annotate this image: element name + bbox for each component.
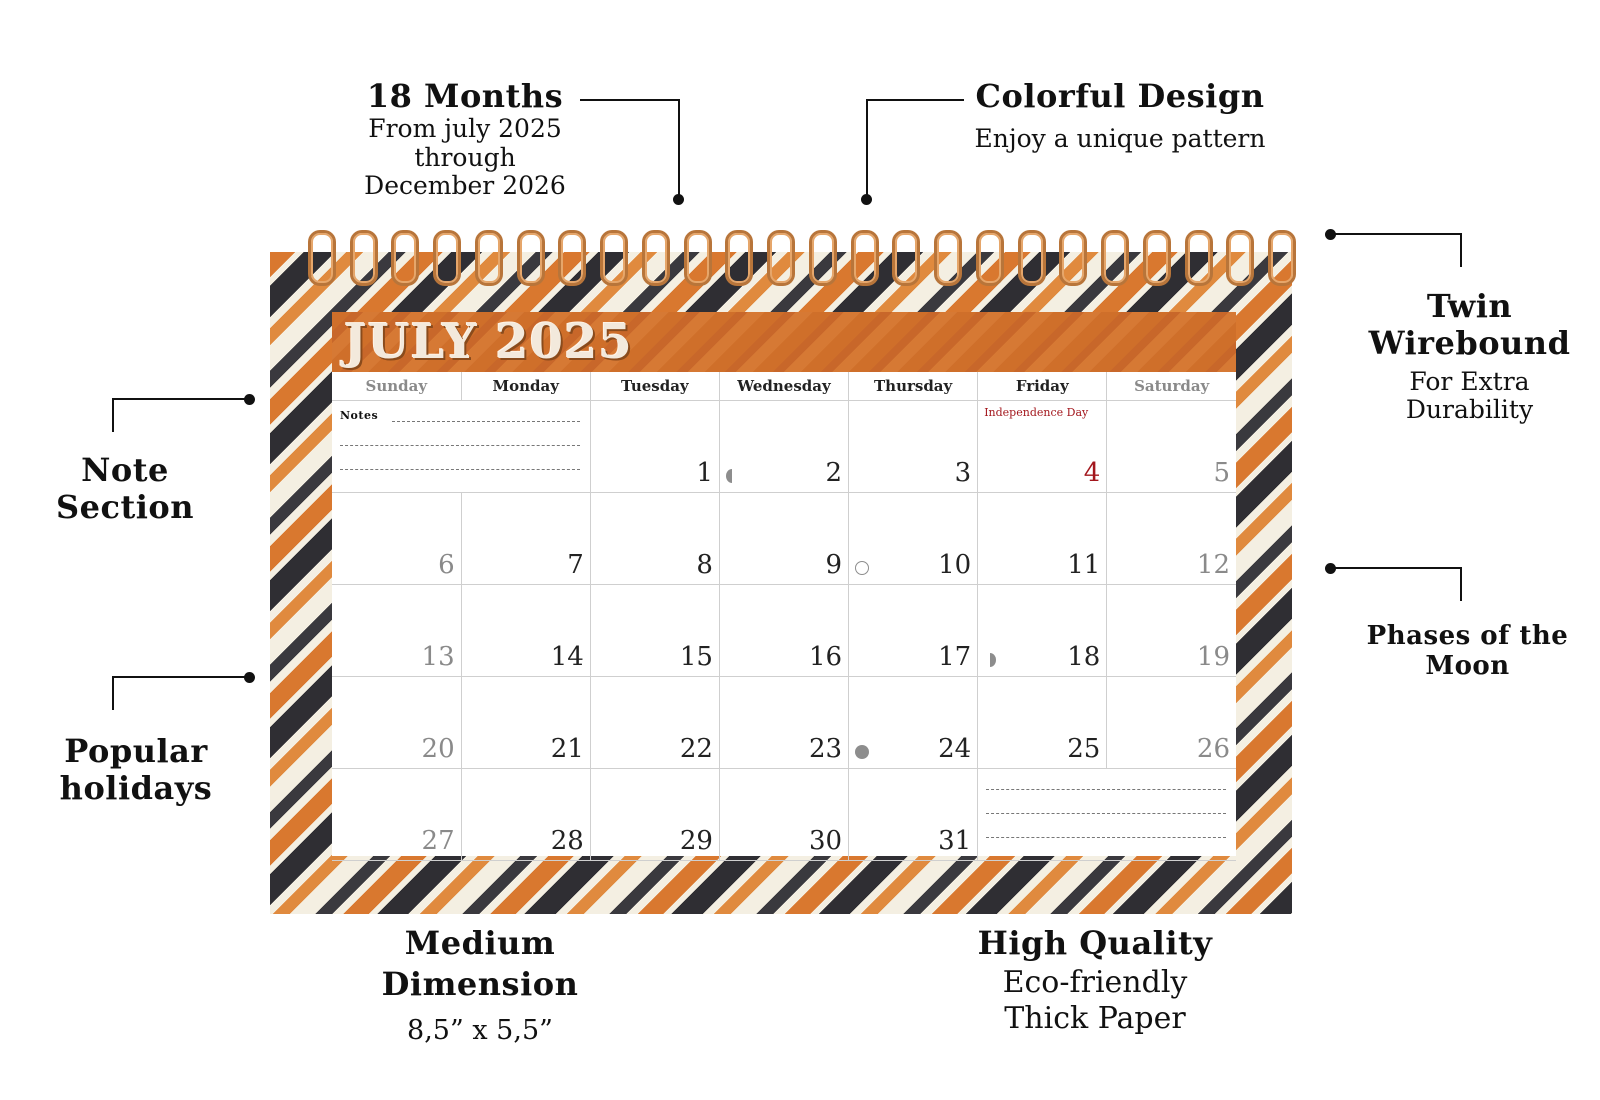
day-cell <box>849 769 978 861</box>
connector-dot <box>861 194 872 205</box>
callout-wire-title: Twin Wirebound <box>1368 287 1571 362</box>
wire-loop <box>433 230 461 286</box>
moon-phase-icon <box>855 561 869 575</box>
day-number: 1 <box>696 458 713 488</box>
connector-dot <box>673 194 684 205</box>
connector-line <box>112 398 114 432</box>
day-cell <box>461 585 590 677</box>
callout-quality-line2: Thick Paper <box>1004 1001 1186 1037</box>
callout-quality-title: High Quality <box>977 924 1213 962</box>
note-line <box>392 421 580 422</box>
day-cell <box>590 677 719 769</box>
note-line <box>986 837 1226 838</box>
weekday-header: Saturday <box>1107 372 1236 401</box>
day-number: 2 <box>825 458 843 488</box>
day-cell <box>719 401 848 493</box>
wire-loop <box>475 230 503 286</box>
day-cell <box>461 677 590 769</box>
extra-notes-cell <box>978 769 1236 861</box>
day-cell <box>590 401 719 493</box>
day-cell <box>849 401 978 493</box>
note-line <box>986 789 1226 790</box>
callout-note-section <box>20 452 230 526</box>
callout-dimension-title2: Dimension <box>381 964 579 1003</box>
weekday-header: Monday <box>461 372 590 401</box>
weekday-header: Sunday <box>332 372 461 401</box>
callout-wire-sub: For Extra Durability <box>1405 366 1534 425</box>
desk-calendar <box>270 252 1292 914</box>
connector-line <box>112 676 114 710</box>
wire-loop <box>1143 230 1171 286</box>
wire-loop <box>1101 230 1129 286</box>
holiday-label: Independence Day <box>984 406 1089 419</box>
moon-phase-icon <box>984 653 996 667</box>
wire-loop <box>1268 230 1296 286</box>
day-cell <box>978 677 1107 769</box>
connector-line <box>1460 233 1462 267</box>
day-number: 24 <box>938 734 972 764</box>
day-number: 23 <box>808 734 843 764</box>
callout-colorful-design <box>970 78 1270 154</box>
callout-moon-phases <box>1340 622 1595 682</box>
wire-loop <box>934 230 962 286</box>
moon-phase-icon <box>726 469 738 483</box>
day-cell <box>978 493 1107 585</box>
day-cell <box>590 769 719 861</box>
note-line <box>986 813 1226 814</box>
wire-loop <box>600 230 628 286</box>
month-banner <box>332 312 1236 372</box>
day-cell <box>1107 677 1236 769</box>
callout-notes-title: Note Section <box>56 451 194 526</box>
wire-loop <box>1185 230 1213 286</box>
day-number: 6 <box>438 550 455 580</box>
connector-line <box>866 99 964 101</box>
callout-dimension-title1: Medium <box>404 924 556 962</box>
day-number: 30 <box>808 826 843 856</box>
callout-18-months-line3: December 2026 <box>364 171 566 201</box>
weekday-header: Wednesday <box>719 372 848 401</box>
callout-twin-wirebound <box>1342 288 1597 425</box>
connector-line <box>1460 567 1462 601</box>
wire-loop <box>809 230 837 286</box>
day-number: 15 <box>679 642 713 672</box>
day-number: 4 <box>1083 458 1101 488</box>
wire-loop <box>308 230 336 286</box>
wire-loop <box>684 230 712 286</box>
day-number: 31 <box>938 826 972 856</box>
connector-line <box>678 99 680 199</box>
day-cell <box>849 677 978 769</box>
connector-line <box>1330 233 1462 235</box>
wire-loop <box>1226 230 1254 286</box>
day-number: 12 <box>1196 550 1230 580</box>
day-number: 21 <box>550 734 584 764</box>
day-cell <box>1107 493 1236 585</box>
wire-loop <box>725 230 753 286</box>
callout-high-quality <box>945 925 1245 1037</box>
month-title: JULY 2025 <box>344 314 633 370</box>
day-cell <box>461 493 590 585</box>
day-cell <box>719 769 848 861</box>
wire-loop <box>391 230 419 286</box>
callout-medium-dimension <box>340 925 620 1046</box>
day-number: 27 <box>421 826 455 856</box>
wire-loop <box>1059 230 1087 286</box>
callout-quality-line1: Eco-friendly <box>1002 964 1188 1000</box>
day-number: 8 <box>696 550 713 580</box>
callout-dimension-sub: 8,5” x 5,5” <box>407 1014 553 1046</box>
day-cell <box>590 585 719 677</box>
callout-holidays-title: Popular holidays <box>59 732 213 807</box>
connector-line <box>112 398 248 400</box>
connector-line <box>1330 567 1462 569</box>
weekday-header: Tuesday <box>590 372 719 401</box>
day-cell <box>332 677 461 769</box>
day-number: 19 <box>1196 642 1230 672</box>
day-cell <box>590 493 719 585</box>
day-cell <box>849 585 978 677</box>
notes-cell <box>332 401 590 493</box>
note-line <box>340 445 580 446</box>
weekday-header: Friday <box>978 372 1107 401</box>
day-number: 5 <box>1213 458 1230 488</box>
day-cell <box>461 769 590 861</box>
day-cell <box>1107 585 1236 677</box>
wire-loop <box>892 230 920 286</box>
wire-loop <box>851 230 879 286</box>
notes-label: Notes <box>340 409 379 422</box>
day-cell <box>978 401 1107 493</box>
wire-loop <box>1018 230 1046 286</box>
callout-popular-holidays <box>6 733 266 807</box>
day-number: 18 <box>1067 642 1101 672</box>
wire-loop <box>642 230 670 286</box>
connector-line <box>112 676 248 678</box>
day-cell <box>332 493 461 585</box>
day-number: 25 <box>1067 734 1101 764</box>
day-cell <box>332 769 461 861</box>
day-number: 17 <box>938 642 972 672</box>
day-number: 7 <box>567 550 584 580</box>
day-number: 9 <box>825 550 843 580</box>
day-number: 14 <box>550 642 584 672</box>
wire-loop <box>767 230 795 286</box>
callout-18-months-line1: From july 2025 <box>368 113 562 143</box>
day-cell <box>719 493 848 585</box>
wire-loop <box>350 230 378 286</box>
weekday-header: Thursday <box>849 372 978 401</box>
day-number: 29 <box>679 826 713 856</box>
moon-phase-icon <box>855 745 869 759</box>
day-number: 20 <box>421 734 455 764</box>
day-number: 16 <box>808 642 843 672</box>
day-cell <box>849 493 978 585</box>
day-cell <box>978 585 1107 677</box>
calendar-grid <box>332 372 1236 856</box>
connector-dot <box>244 672 255 683</box>
wire-loop <box>976 230 1004 286</box>
day-number: 10 <box>938 550 972 580</box>
day-cell <box>719 677 848 769</box>
day-number: 13 <box>421 642 455 672</box>
note-line <box>340 469 580 470</box>
connector-dot <box>244 394 255 405</box>
callout-18-months-title: 18 Months <box>366 77 564 115</box>
connector-line <box>580 99 680 101</box>
connector-line <box>866 99 868 199</box>
day-cell <box>332 585 461 677</box>
callout-moon-title: Phases of the Moon <box>1366 621 1569 681</box>
callout-design-title: Colorful Design <box>975 77 1265 115</box>
wire-loop <box>558 230 586 286</box>
day-number: 11 <box>1067 550 1101 580</box>
callout-18-months-line2: through <box>414 142 516 172</box>
day-cell <box>1107 401 1236 493</box>
day-number: 22 <box>679 734 713 764</box>
day-cell <box>719 585 848 677</box>
day-number: 28 <box>550 826 584 856</box>
day-number: 26 <box>1196 734 1230 764</box>
day-number: 3 <box>954 458 972 488</box>
callout-18-months <box>330 78 600 201</box>
callout-design-sub: Enjoy a unique pattern <box>974 123 1266 153</box>
wire-loop <box>517 230 545 286</box>
